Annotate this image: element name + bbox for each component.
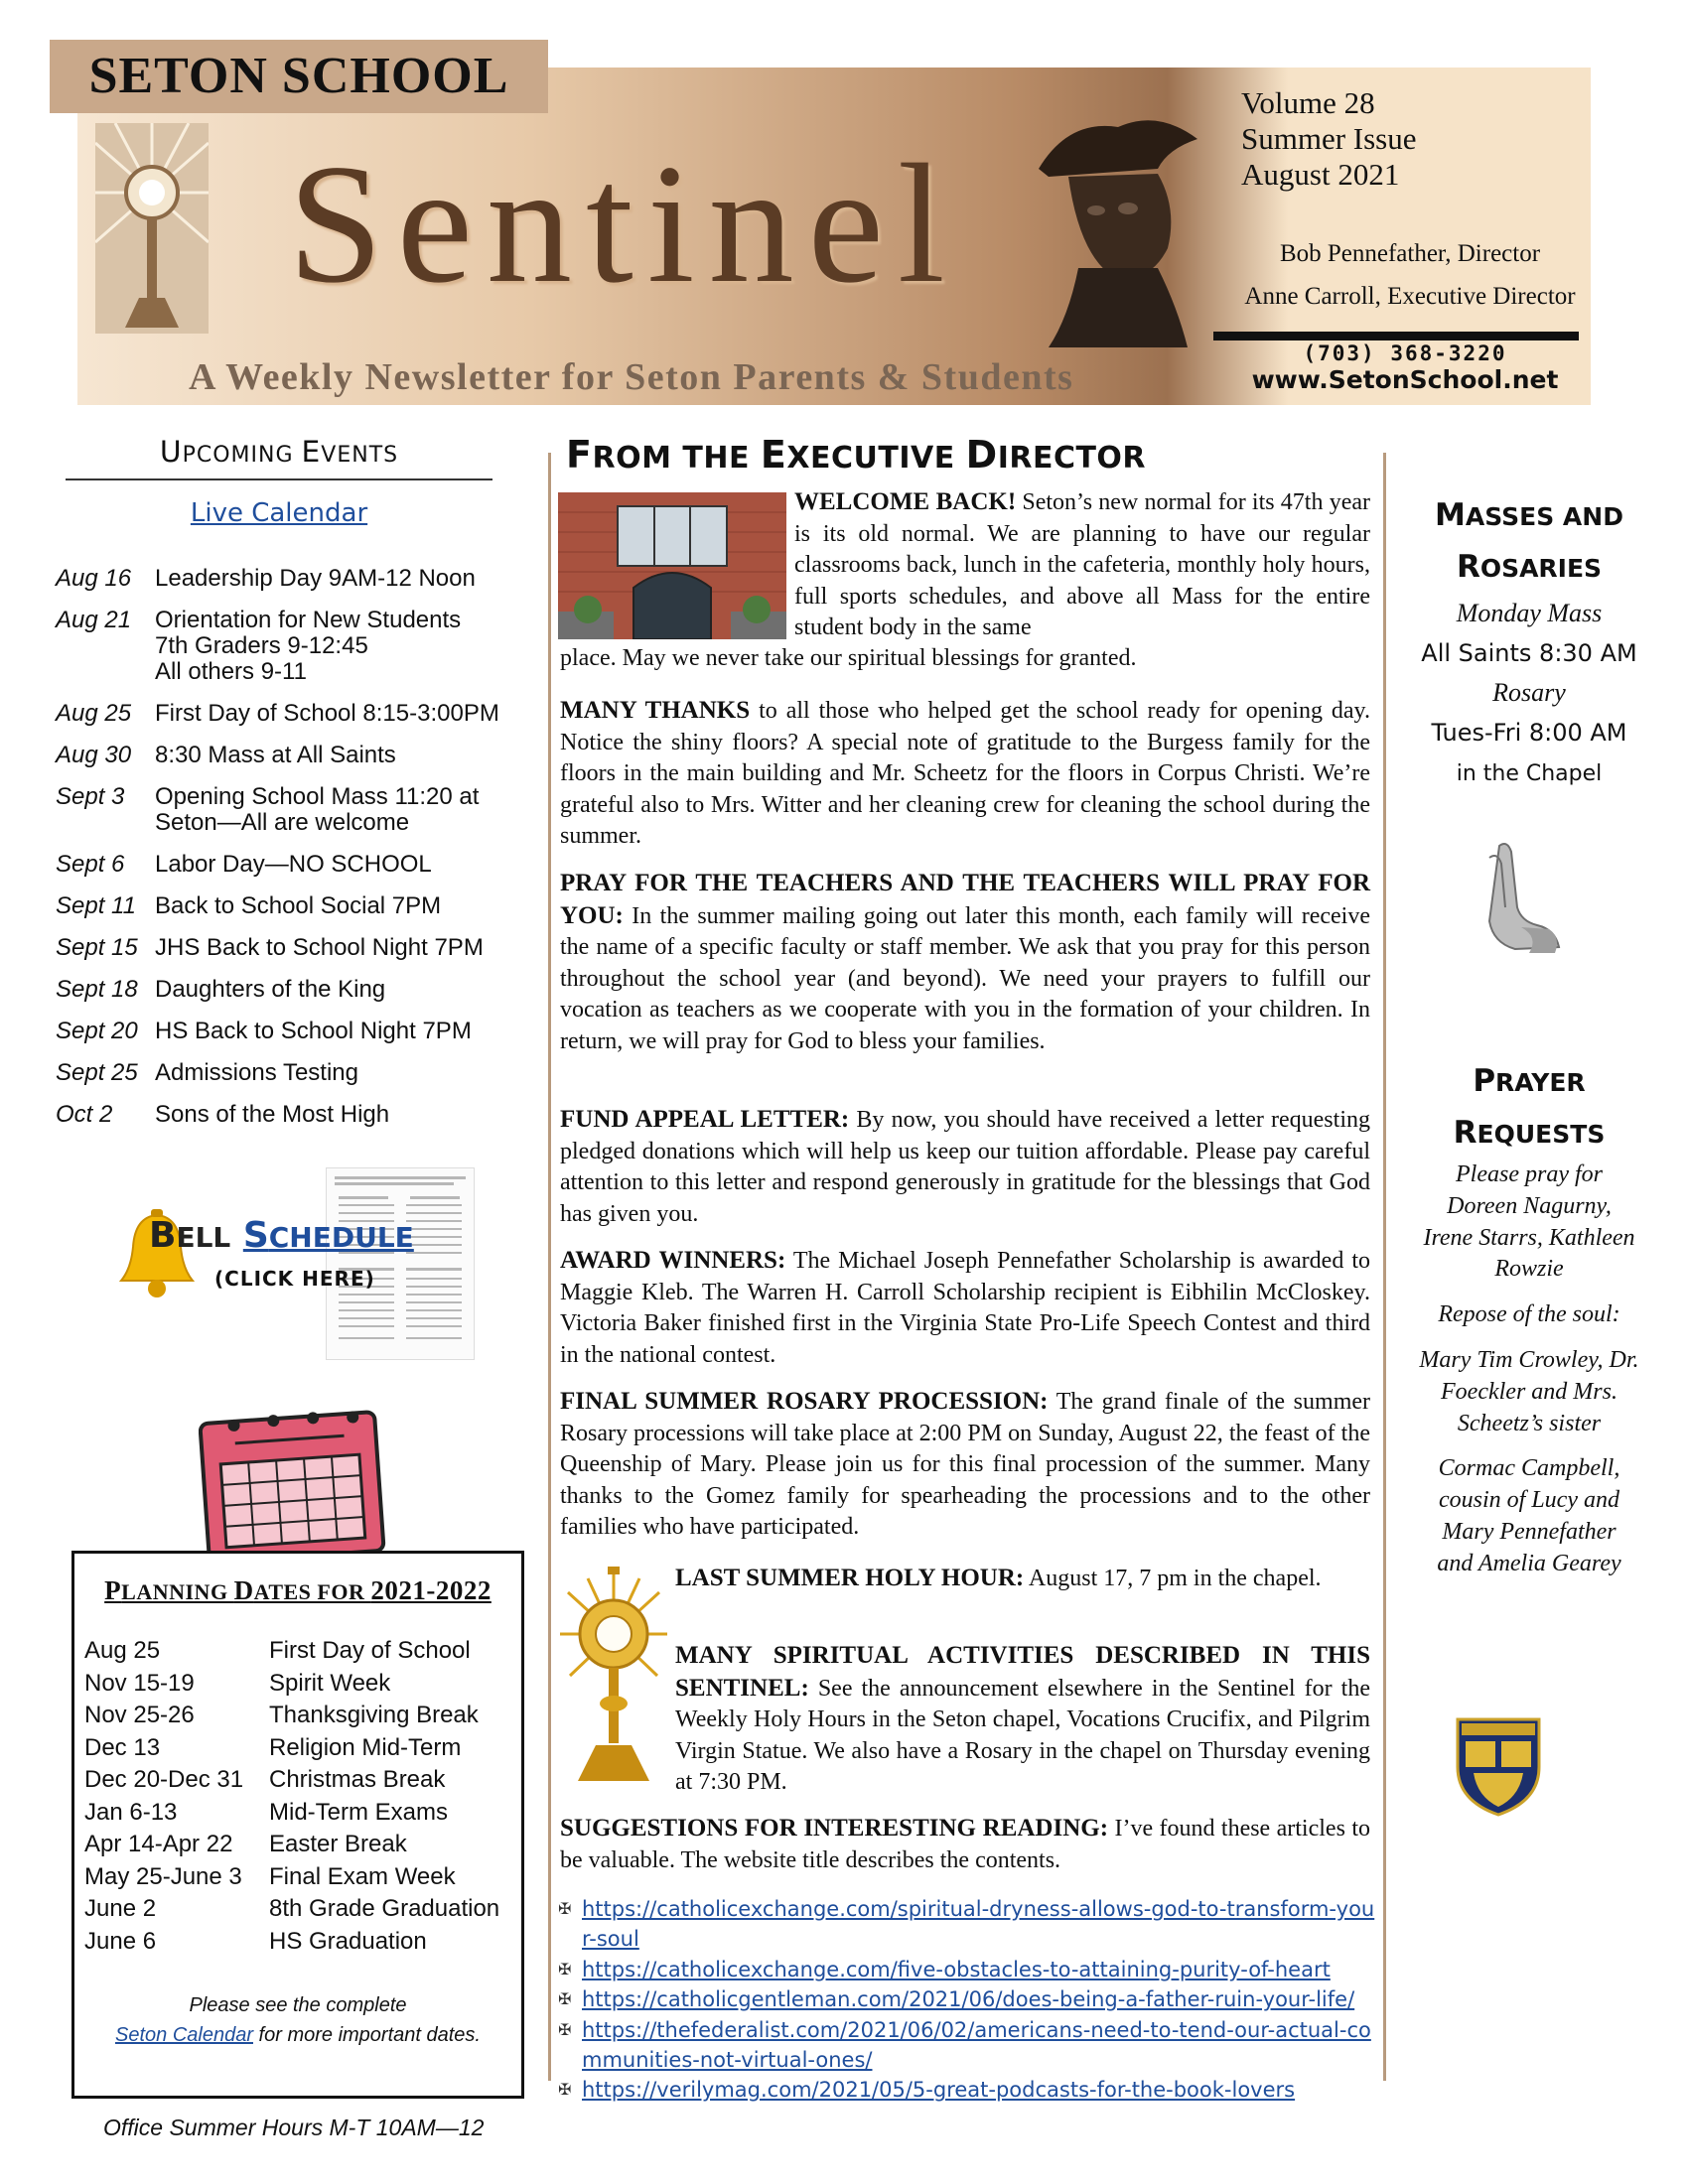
school-name: SETON SCHOOL <box>50 40 548 113</box>
event-text: Leadership Day 9AM-12 Noon <box>155 565 476 592</box>
reading-link[interactable]: https://verilymag.com/2021/05/5-great-podcasts-for-the-book-lovers <box>582 2078 1296 2103</box>
planning-note <box>74 1990 521 2050</box>
rosary-label: Rosary <box>1492 678 1566 707</box>
planning-row <box>84 1926 521 1959</box>
event-row <box>56 852 522 878</box>
reading-link-row <box>558 1955 1382 1984</box>
event-date: Aug 25 <box>56 700 132 727</box>
cormac-request: Cormac Campbell, cousin of Lucy and Mary Pennefather and Amelia Gearey <box>1437 1455 1621 1576</box>
seton-calendar-link[interactable]: Seton Calendar <box>115 2024 253 2046</box>
cross-bullet-icon: ✠ <box>558 2019 572 2039</box>
right-sidebar <box>1390 490 1668 1580</box>
event-text: Sons of the Most High <box>155 1101 390 1128</box>
event-row <box>56 743 522 768</box>
planning-dates-box <box>71 1551 524 2099</box>
event-date: Oct 2 <box>56 1101 113 1128</box>
event-text: Daughters of the King <box>155 976 386 1003</box>
rosary-place: in the Chapel <box>1456 761 1603 786</box>
repose-label: Repose of the soul: <box>1438 1301 1620 1328</box>
reading-link[interactable]: https://catholicgentleman.com/2021/06/does-being-a-father-ruin-your-life/ <box>582 1987 1355 2012</box>
planning-event: Final Exam Week <box>269 1862 456 1890</box>
event-date: Aug 16 <box>56 565 132 592</box>
planning-date: June 6 <box>84 1927 157 1955</box>
monday-mass-label: Monday Mass <box>1456 599 1603 627</box>
office-summer-hours: Office Summer Hours M-T 10AM—12 <box>103 2115 485 2140</box>
monday-mass-time: All Saints 8:30 AM <box>1421 639 1637 667</box>
reading-link-row <box>558 1984 1382 2014</box>
fund-appeal-paragraph: FUND APPEAL LETTER: By now, you should have received a letter requesting pledged donations which will help us keep our tuition affordable. Please pay careful attention to this letter and respond generously in gratitude for the blessings that God has given you. <box>560 1106 1370 1227</box>
event-row <box>56 566 522 592</box>
planning-date: Nov 25-26 <box>84 1702 195 1728</box>
reading-suggestions-paragraph: SUGGESTIONS FOR INTERESTING READING: I’ve found these articles to be valuable. The website title describes the contents. <box>560 1815 1370 1873</box>
school-website-link[interactable]: www.SetonSchool.net <box>1251 365 1559 394</box>
school-phone: (703) 368-3220 <box>1303 341 1507 365</box>
repose-names: Mary Tim Crowley, Dr. Foeckler and Mrs. Scheetz’s sister <box>1419 1346 1639 1436</box>
live-calendar-link[interactable]: Live Calendar <box>190 498 368 528</box>
holy-hour-paragraph: LAST SUMMER HOLY HOUR: August 17, 7 pm in the chapel. <box>675 1565 1322 1591</box>
event-date: Sept 11 <box>56 892 136 919</box>
planning-row <box>84 1668 521 1701</box>
planning-date: Aug 25 <box>84 1637 161 1664</box>
issue-date: August 2021 <box>1241 157 1400 192</box>
seton-crest-icon <box>1454 1715 1543 1817</box>
spiritual-activities-paragraph: MANY SPIRITUAL ACTIVITIES DESCRIBED IN THIS SENTINEL: See the announcement elsewhere in the Sentinel for the Weekly Holy Hours in the Seton chapel, Vocations Crucifix, and Pilgrim Virgin Statue. We also have a Rosary in the chapel on Thursday evening at 7:30 PM. <box>675 1642 1370 1796</box>
planning-row <box>84 1700 521 1732</box>
event-date: Sept 3 <box>56 783 125 810</box>
event-row <box>56 784 522 836</box>
monstrance-icon <box>558 1565 669 1785</box>
planning-date: Jan 6-13 <box>84 1798 178 1826</box>
planning-dates-title: PLANNING DATES FOR 2021-2022 <box>104 1575 492 1605</box>
event-date: Aug 21 <box>56 607 132 633</box>
event-text: Admissions Testing <box>155 1059 358 1086</box>
event-text: Labor Day—NO SCHOOL <box>155 851 432 878</box>
event-row <box>56 893 522 919</box>
event-text: HS Back to School Night 7PM <box>155 1018 472 1044</box>
planning-date: Nov 15-19 <box>84 1669 195 1697</box>
planning-event: Spirit Week <box>269 1669 391 1697</box>
many-thanks-paragraph: MANY THANKS to all those who helped get the school ready for opening day. Notice the shiny floors? A special note of gratitude to the Burgess family for the floors in the main building and Mr. Scheetz for the floors in Corpus Christi. We’re grateful also to Mrs. Witter and her cleaning crew for cleaning the school during the summer. <box>560 697 1370 850</box>
masses-heading-line1: MASSES AND <box>1435 497 1623 533</box>
pray-for-teachers-paragraph: PRAY FOR THE TEACHERS AND THE TEACHERS WILL PRAY FOR YOU: In the summer mailing going out later this month, each family will receive the name of a specific faculty or staff member. We ask that you pray for this person throughout the school year (and beyond). We need your prayers to fulfill our vocation as teachers as we cooperate with you in the formation of your children. In return, we will pray for God to bless your families. <box>560 870 1370 1054</box>
planning-date: May 25-June 3 <box>84 1862 242 1890</box>
reading-links-list <box>558 1894 1382 2106</box>
event-text: Back to School Social 7PM <box>155 892 442 919</box>
planning-row <box>84 1893 521 1926</box>
reading-link[interactable]: https://catholicexchange.com/five-obstacles-to-attaining-purity-of-heart <box>582 1957 1331 1981</box>
masthead-divider <box>1213 332 1579 341</box>
director-name: Bob Pennefather, Director <box>1279 240 1541 267</box>
masses-heading-line2: ROSARIES <box>1456 549 1603 585</box>
reading-link-row <box>558 2075 1382 2105</box>
event-row <box>56 1019 522 1044</box>
cross-bullet-icon: ✠ <box>558 2080 572 2100</box>
planning-date: June 2 <box>84 1895 157 1922</box>
bell-schedule-link[interactable]: BELL SCHEDULE <box>149 1215 414 1256</box>
bell-schedule-thumbnail[interactable] <box>326 1167 475 1360</box>
event-text: Opening School Mass 11:20 at Seton—All are welcome <box>155 783 480 836</box>
planning-date: Dec 20-Dec 31 <box>84 1766 244 1793</box>
planning-event: Christmas Break <box>269 1766 446 1793</box>
event-date: Aug 30 <box>56 742 132 768</box>
upcoming-events-list <box>56 566 522 1144</box>
welcome-back-paragraph: WELCOME BACK! Seton’s new normal for its 47th year is its old normal. We are planning to have our regular classrooms back, lunch in the cafeteria, monthly holy hours, full sports schedules, and above all Mass for the entire student body in the same <box>794 488 1370 641</box>
planning-row <box>84 1861 521 1894</box>
planning-event: 8th Grade Graduation <box>269 1895 500 1922</box>
directors-block <box>1231 232 1589 318</box>
volume-number: Volume 28 <box>1241 85 1375 120</box>
rosary-time: Tues-Fri 8:00 AM <box>1431 719 1627 747</box>
reading-link[interactable]: https://catholicexchange.com/spiritual-dryness-allows-god-to-transform-your-soul <box>582 1897 1375 1952</box>
planning-event: First Day of School <box>269 1637 471 1664</box>
prayer-names: Doreen Nagurny, Irene Starrs, Kathleen Rowzie <box>1423 1192 1635 1283</box>
planning-date: Apr 14-Apr 22 <box>84 1831 233 1857</box>
school-building-photo <box>558 492 786 639</box>
planning-event: HS Graduation <box>269 1927 427 1955</box>
event-date: Sept 25 <box>56 1059 138 1086</box>
event-date: Sept 18 <box>56 976 138 1003</box>
reading-link[interactable]: https://thefederalist.com/2021/06/02/americans-need-to-tend-our-actual-communities-not-virtual-ones/ <box>582 2017 1371 2073</box>
planning-row <box>84 1635 521 1668</box>
prayer-heading-line2: REQUESTS <box>1453 1115 1606 1151</box>
issue-info <box>1241 85 1417 193</box>
planning-event: Thanksgiving Break <box>269 1702 479 1728</box>
prayer-intro: Please pray for <box>1456 1161 1603 1187</box>
event-row <box>56 935 522 961</box>
calendar-icon <box>199 1398 397 1565</box>
event-date: Sept 6 <box>56 851 125 878</box>
planning-note-line1: Please see the complete <box>189 1994 407 2016</box>
planning-event: Religion Mid-Term <box>269 1733 462 1761</box>
issue-name: Summer Issue <box>1241 121 1417 156</box>
column-divider-left <box>548 453 551 2081</box>
welcome-back-paragraph-tail: place. May we never take our spiritual blessings for granted. <box>560 645 1137 671</box>
planning-row <box>84 1732 521 1765</box>
bell-schedule-click-here[interactable]: (CLICK HERE) <box>214 1267 375 1291</box>
executive-director-name: Anne Carroll, Executive Director <box>1244 283 1576 310</box>
newsletter-name: Sentinel <box>288 130 959 319</box>
event-date: Sept 15 <box>56 934 138 961</box>
planning-row <box>84 1829 521 1861</box>
monstrance-photo-icon <box>95 123 209 334</box>
cross-bullet-icon: ✠ <box>558 1959 572 1979</box>
planning-dates-list <box>84 1635 521 1958</box>
award-winners-paragraph: AWARD WINNERS: The Michael Joseph Pennefather Scholarship is awarded to Maggie Kleb. The Warren H. Carroll Scholarship recipient is Eibhilin McCloskey. Victoria Baker finished first in the Virginia State Pro-Life Speech Contest and third in the national contest. <box>560 1247 1370 1368</box>
reading-link-row <box>558 2015 1382 2076</box>
executive-director-heading: FROM THE EXECUTIVE DIRECTOR <box>566 433 1147 477</box>
rosary-procession-paragraph: FINAL SUMMER ROSARY PROCESSION: The grand finale of the summer Rosary processions will take place at 2:00 PM on Sunday, August 22, the feast of the Queenship of Mary. Please join us for this final procession of the summer. Many thanks to the Gomez family for spearheading the processions and to the other families who have participated. <box>560 1388 1371 1541</box>
planning-note-line2: for more important dates. <box>253 2024 481 2046</box>
upcoming-events-heading: UPCOMING EVENTS <box>159 435 399 470</box>
event-text: JHS Back to School Night 7PM <box>155 934 484 961</box>
cross-bullet-icon: ✠ <box>558 1989 572 2009</box>
reading-link-row <box>558 1894 1382 1955</box>
event-row <box>56 701 522 727</box>
event-row <box>56 608 522 685</box>
event-text: First Day of School 8:15-3:00PM <box>155 700 499 727</box>
event-date: Sept 20 <box>56 1018 138 1044</box>
planning-row <box>84 1797 521 1830</box>
planning-row <box>84 1764 521 1797</box>
planning-date: Dec 13 <box>84 1733 161 1761</box>
cross-bullet-icon: ✠ <box>558 1899 572 1918</box>
soldier-statue-icon <box>1009 99 1207 347</box>
event-row <box>56 1060 522 1086</box>
planning-event: Mid-Term Exams <box>269 1798 449 1826</box>
newsletter-tagline: A Weekly Newsletter for Seton Parents & Students <box>189 356 1074 398</box>
event-row <box>56 977 522 1003</box>
planning-event: Easter Break <box>269 1831 407 1857</box>
event-text: 8:30 Mass at All Saints <box>155 742 396 768</box>
prayer-heading-line1: PRAYER <box>1473 1063 1586 1099</box>
event-text: Orientation for New Students 7th Graders 9-12:45 All others 9-11 <box>155 607 462 685</box>
event-row <box>56 1102 522 1128</box>
column-divider-right <box>1383 453 1386 2081</box>
upcoming-events-divider <box>66 478 492 480</box>
praying-hands-icon <box>1460 838 1569 957</box>
